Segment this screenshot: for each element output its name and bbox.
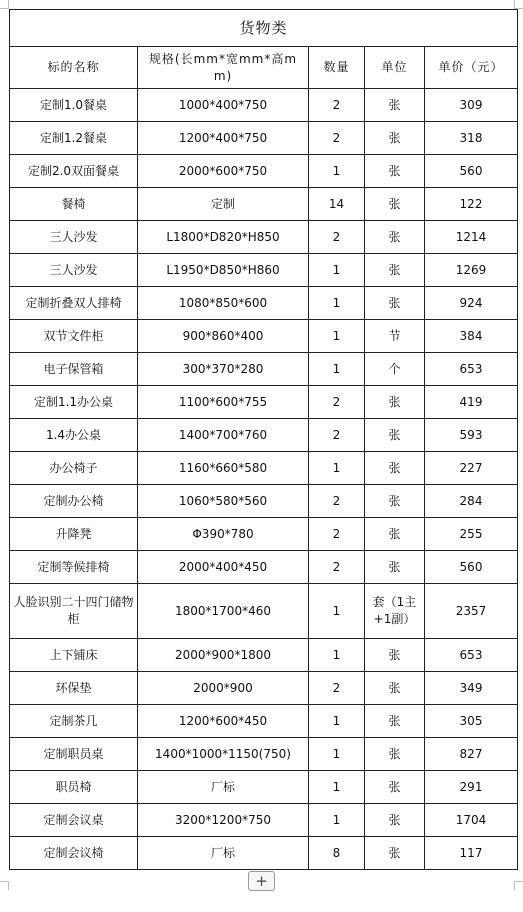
cell-qty[interactable]: 1	[309, 771, 365, 804]
cell-name[interactable]: 定制2.0双面餐桌	[10, 155, 138, 188]
cell-spec[interactable]: L1950*D850*H860	[138, 254, 309, 287]
cell-unit[interactable]: 张	[365, 287, 425, 320]
cell-unit[interactable]: 张	[365, 89, 425, 122]
cell-qty[interactable]: 1	[309, 320, 365, 353]
corner-mark	[514, 881, 523, 890]
cell-spec[interactable]: 900*860*400	[138, 320, 309, 353]
cell-name[interactable]: 职员椅	[10, 771, 138, 804]
cell-unit[interactable]: 张	[365, 485, 425, 518]
cell-qty[interactable]: 2	[309, 122, 365, 155]
cell-name[interactable]: 定制会议椅	[10, 837, 138, 870]
cell-name[interactable]: 定制办公椅	[10, 485, 138, 518]
cell-qty[interactable]: 1	[309, 155, 365, 188]
add-row-button[interactable]: +	[248, 871, 275, 891]
cell-unit[interactable]: 张	[365, 837, 425, 870]
cell-unit[interactable]: 张	[365, 221, 425, 254]
cell-qty[interactable]: 1	[309, 452, 365, 485]
cell-unit[interactable]: 套（1主+1副）	[365, 584, 425, 639]
cell-price[interactable]: 653	[425, 639, 518, 672]
cell-qty[interactable]: 2	[309, 518, 365, 551]
cell-name[interactable]: 定制1.0餐桌	[10, 89, 138, 122]
header-cell-spec[interactable]: 规格(长mm*宽mm*高mm)	[138, 47, 309, 89]
cell-qty[interactable]: 1	[309, 584, 365, 639]
table-row	[10, 639, 518, 672]
table-row	[10, 254, 518, 287]
cell-unit[interactable]: 张	[365, 551, 425, 584]
table-row	[10, 287, 518, 320]
cell-spec[interactable]: 1160*660*580	[138, 452, 309, 485]
cell-spec[interactable]: 1200*400*750	[138, 122, 309, 155]
cell-name[interactable]: 定制1.1办公桌	[10, 386, 138, 419]
cell-price[interactable]: 349	[425, 672, 518, 705]
table-row	[10, 89, 518, 122]
table-row	[10, 804, 518, 837]
table-row	[10, 584, 518, 639]
cell-spec[interactable]: 1100*600*755	[138, 386, 309, 419]
cell-unit[interactable]: 张	[365, 738, 425, 771]
cell-name[interactable]: 电子保管箱	[10, 353, 138, 386]
table-row	[10, 518, 518, 551]
cell-name[interactable]: 升降凳	[10, 518, 138, 551]
cell-price[interactable]: 384	[425, 320, 518, 353]
cell-spec[interactable]: 2000*600*750	[138, 155, 309, 188]
table-row	[10, 386, 518, 419]
cell-spec[interactable]: 厂标	[138, 771, 309, 804]
cell-price[interactable]: 419	[425, 386, 518, 419]
cell-unit[interactable]: 张	[365, 419, 425, 452]
cell-name[interactable]: 三人沙发	[10, 254, 138, 287]
corner-mark	[0, 0, 9, 9]
cell-unit[interactable]: 张	[365, 672, 425, 705]
cell-spec[interactable]: 300*370*280	[138, 353, 309, 386]
table-row	[10, 155, 518, 188]
cell-qty[interactable]: 2	[309, 485, 365, 518]
cell-spec[interactable]: L1800*D820*H850	[138, 221, 309, 254]
cell-price[interactable]: 284	[425, 485, 518, 518]
table-row	[10, 452, 518, 485]
goods-table	[9, 9, 518, 870]
cell-name[interactable]: 1.4办公桌	[10, 419, 138, 452]
cell-qty[interactable]: 2	[309, 386, 365, 419]
cell-qty[interactable]: 2	[309, 221, 365, 254]
cell-unit[interactable]: 张	[365, 122, 425, 155]
cell-name[interactable]: 定制1.2餐桌	[10, 122, 138, 155]
cell-name[interactable]: 上下铺床	[10, 639, 138, 672]
table-row	[10, 320, 518, 353]
cell-spec[interactable]: 2000*900*1800	[138, 639, 309, 672]
cell-spec[interactable]: 3200*1200*750	[138, 804, 309, 837]
cell-name[interactable]: 餐椅	[10, 188, 138, 221]
cell-price[interactable]: 305	[425, 705, 518, 738]
corner-mark	[514, 0, 523, 9]
cell-price[interactable]: 560	[425, 551, 518, 584]
table-row	[10, 353, 518, 386]
table-header-row	[10, 47, 518, 89]
cell-unit[interactable]: 张	[365, 155, 425, 188]
header-cell-name[interactable]: 标的名称	[10, 47, 138, 89]
cell-name[interactable]: 人脸识别二十四门储物柜	[10, 584, 138, 639]
cell-spec[interactable]: 1400*1000*1150(750)	[138, 738, 309, 771]
cell-qty[interactable]: 2	[309, 551, 365, 584]
cell-price[interactable]: 122	[425, 188, 518, 221]
cell-qty[interactable]: 1	[309, 287, 365, 320]
table-row	[10, 188, 518, 221]
cell-unit[interactable]: 张	[365, 452, 425, 485]
cell-unit[interactable]: 张	[365, 804, 425, 837]
cell-unit[interactable]: 张	[365, 639, 425, 672]
table-row	[10, 122, 518, 155]
cell-unit[interactable]: 节	[365, 320, 425, 353]
table-row	[10, 485, 518, 518]
table-body	[10, 89, 518, 870]
cell-spec[interactable]: 1080*850*600	[138, 287, 309, 320]
cell-unit[interactable]: 张	[365, 188, 425, 221]
table-row	[10, 672, 518, 705]
cell-price[interactable]: 1704	[425, 804, 518, 837]
table-row	[10, 419, 518, 452]
cell-qty[interactable]: 1	[309, 804, 365, 837]
cell-price[interactable]: 309	[425, 89, 518, 122]
cell-qty[interactable]: 14	[309, 188, 365, 221]
header-cell-price[interactable]: 单价（元）	[425, 47, 518, 89]
cell-name[interactable]: 定制会议桌	[10, 804, 138, 837]
table-title[interactable]: 货物类	[10, 10, 518, 47]
table-row	[10, 738, 518, 771]
cell-name[interactable]: 定制等候排椅	[10, 551, 138, 584]
cell-price[interactable]: 318	[425, 122, 518, 155]
cell-price[interactable]: 653	[425, 353, 518, 386]
cell-qty[interactable]: 1	[309, 353, 365, 386]
cell-price[interactable]: 1269	[425, 254, 518, 287]
header-cell-unit[interactable]: 单位	[365, 47, 425, 89]
table-row	[10, 551, 518, 584]
cell-name[interactable]: 三人沙发	[10, 221, 138, 254]
cell-spec[interactable]: 1800*1700*460	[138, 584, 309, 639]
cell-price[interactable]: 827	[425, 738, 518, 771]
cell-qty[interactable]: 1	[309, 254, 365, 287]
cell-unit[interactable]: 张	[365, 254, 425, 287]
cell-price[interactable]: 2357	[425, 584, 518, 639]
cell-qty[interactable]: 2	[309, 89, 365, 122]
cell-qty[interactable]: 2	[309, 419, 365, 452]
cell-unit[interactable]: 张	[365, 518, 425, 551]
cell-qty[interactable]: 1	[309, 705, 365, 738]
cell-unit[interactable]: 张	[365, 386, 425, 419]
cell-name[interactable]: 定制折叠双人排椅	[10, 287, 138, 320]
cell-qty[interactable]: 8	[309, 837, 365, 870]
cell-qty[interactable]: 1	[309, 639, 365, 672]
cell-name[interactable]: 双节文件柜	[10, 320, 138, 353]
table-title-row	[10, 10, 518, 47]
cell-spec[interactable]: 定制	[138, 188, 309, 221]
table-row	[10, 705, 518, 738]
cell-spec[interactable]: 2000*400*450	[138, 551, 309, 584]
table-row	[10, 837, 518, 870]
cell-price[interactable]: 593	[425, 419, 518, 452]
cell-unit[interactable]: 张	[365, 705, 425, 738]
cell-name[interactable]: 定制茶几	[10, 705, 138, 738]
cell-price[interactable]: 924	[425, 287, 518, 320]
cell-spec[interactable]: 厂标	[138, 837, 309, 870]
cell-name[interactable]: 办公椅子	[10, 452, 138, 485]
header-cell-qty[interactable]: 数量	[309, 47, 365, 89]
cell-price[interactable]: 560	[425, 155, 518, 188]
table-row	[10, 221, 518, 254]
cell-price[interactable]: 291	[425, 771, 518, 804]
cell-spec[interactable]: 1400*700*760	[138, 419, 309, 452]
cell-spec[interactable]: 1200*600*450	[138, 705, 309, 738]
cell-unit[interactable]: 个	[365, 353, 425, 386]
cell-qty[interactable]: 2	[309, 672, 365, 705]
cell-price[interactable]: 117	[425, 837, 518, 870]
cell-spec[interactable]: 2000*900	[138, 672, 309, 705]
cell-price[interactable]: 227	[425, 452, 518, 485]
cell-spec[interactable]: Φ390*780	[138, 518, 309, 551]
corner-mark	[0, 881, 9, 890]
cell-name[interactable]: 定制职员桌	[10, 738, 138, 771]
cell-qty[interactable]: 1	[309, 738, 365, 771]
table-row	[10, 771, 518, 804]
cell-spec[interactable]: 1000*400*750	[138, 89, 309, 122]
cell-unit[interactable]: 张	[365, 771, 425, 804]
cell-spec[interactable]: 1060*580*560	[138, 485, 309, 518]
cell-name[interactable]: 环保垫	[10, 672, 138, 705]
cell-price[interactable]: 255	[425, 518, 518, 551]
cell-price[interactable]: 1214	[425, 221, 518, 254]
